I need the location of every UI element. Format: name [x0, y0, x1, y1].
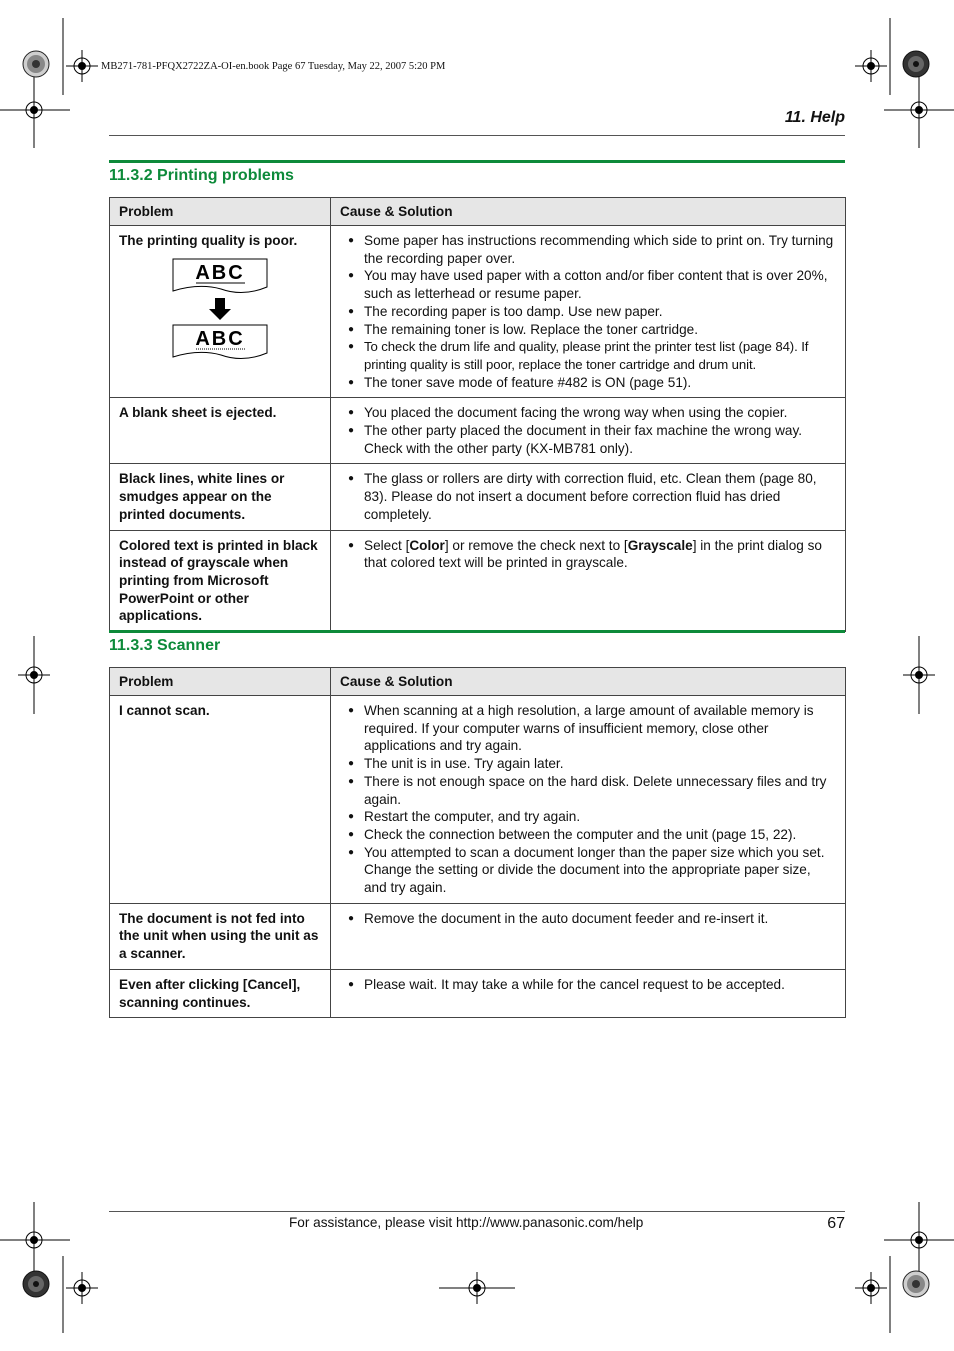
- scanner-problems-table: [109, 667, 846, 1018]
- list-item: ● Please wait. It may take a while for the cancel request to be accepted.: [341, 976, 836, 994]
- list-item: ● When scanning at a high resolution, a large amount of available memory is required. If your computer warns of insufficient memory, close other applications and try again.: [341, 702, 836, 755]
- list-item: ● The unit is in use. Try again later.: [341, 755, 836, 773]
- printing-problems-table: [109, 197, 846, 632]
- list-item: ● There is not enough space on the hard disk. Delete unnecessary files and try again.: [341, 773, 836, 808]
- list-item: ● Check the connection between the computer and the unit (page 15, 22).: [341, 826, 836, 844]
- print-quality-illustration: [171, 257, 271, 370]
- chapter-title: 11. Help: [784, 109, 845, 126]
- problem-cell: [110, 398, 331, 464]
- solution-cell: [331, 226, 846, 398]
- list-item: ● Some paper has instructions recommending which side to print on. Try turning the recording paper over.: [341, 232, 836, 267]
- cancel-button-label: [Cancel]: [242, 976, 297, 992]
- table-row: [110, 696, 846, 904]
- table-row: [110, 226, 846, 398]
- color-button-label: [Color]: [405, 537, 449, 553]
- header-rule: [109, 135, 845, 136]
- table-header-row: [110, 198, 846, 226]
- list-item: ● You may have used paper with a cotton and/or fiber content that is over 20%, such as letterhead or resume paper.: [341, 267, 836, 302]
- list-item: [341, 537, 836, 572]
- table-row: [110, 903, 846, 969]
- page-number: 67: [827, 1215, 845, 1232]
- list-item: ● The other party placed the document in their fax machine the wrong way. Check with the other party (KX-MB781 only).: [341, 422, 836, 457]
- section-rule: [109, 630, 845, 633]
- problem-text: A blank sheet is ejected.: [119, 405, 277, 421]
- list-item: ● The remaining toner is low. Replace the toner cartridge.: [341, 321, 836, 339]
- problem-text: Colored text is printed in black instead of grayscale when printing from Microsoft PowerPoint or other applications.: [119, 537, 318, 624]
- problem-cell: [110, 226, 331, 398]
- column-header-problem: Problem: [110, 198, 331, 226]
- solution-text-mid: or remove the check next to: [448, 537, 624, 553]
- problem-cell: [110, 530, 331, 632]
- abc-text-top: ABC: [195, 261, 245, 284]
- footer-assistance-text: For assistance, please visit http://www.panasonic.com/help: [289, 1215, 644, 1230]
- footer-rule: [109, 1211, 845, 1212]
- table-row: [110, 464, 846, 530]
- solution-text-pre: Select: [364, 537, 406, 553]
- section-rule: [109, 160, 845, 163]
- abc-illustration: [171, 257, 271, 365]
- list-item: ● The toner save mode of feature #482 is ON (page 51).: [341, 374, 836, 392]
- solution-text-post: in the print dialog so that colored text will be printed in grayscale.: [364, 537, 822, 571]
- list-item: ● You placed the document facing the wrong way when using the copier.: [341, 404, 836, 422]
- problem-cell: [110, 969, 331, 1017]
- table-row: [110, 969, 846, 1017]
- table-header-row: [110, 668, 846, 696]
- column-header-solution: Cause & Solution: [331, 198, 846, 226]
- abc-text-bottom: ABC: [195, 327, 245, 350]
- problem-cell: [110, 696, 331, 904]
- problem-text: The printing quality is poor.: [119, 233, 298, 248]
- solution-cell: [331, 696, 846, 904]
- solution-cell: [331, 903, 846, 969]
- section-title-printing: 11.3.2 Printing problems: [109, 167, 294, 184]
- list-item: ● To check the drum life and quality, please print the printer test list (page 84). If printing quality is still poor, replace the toner cartridge and drum unit.: [341, 338, 836, 373]
- problem-text: I cannot scan.: [119, 703, 210, 718]
- list-item: ● Restart the computer, and try again.: [341, 808, 836, 826]
- table-row: [110, 530, 846, 632]
- solution-cell: [331, 530, 846, 632]
- table-row: [110, 398, 846, 464]
- grayscale-button-label: [Grayscale]: [623, 537, 697, 553]
- problem-text: The document is not fed into the unit when using the unit as a scanner.: [119, 910, 319, 962]
- list-item: ● The glass or rollers are dirty with correction fluid, etc. Clean them (page 80, 83). Please do not insert a document before correction fluid has dried completely.: [341, 470, 836, 523]
- list-item: ● The recording paper is too damp. Use new paper.: [341, 303, 836, 321]
- book-info-line: MB271-781-PFQX2722ZA-OI-en.book Page 67 Tuesday, May 22, 2007 5:20 PM: [101, 61, 446, 72]
- column-header-solution: Cause & Solution: [331, 668, 846, 696]
- problem-text: Even after clicking [Cancel], scanning continues.: [119, 976, 301, 1010]
- section-title-scanner: 11.3.3 Scanner: [109, 637, 221, 654]
- solution-cell: [331, 969, 846, 1017]
- problem-cell: [110, 903, 331, 969]
- problem-text: Black lines, white lines or smudges appear on the printed documents.: [119, 471, 285, 522]
- list-item: ● Remove the document in the auto document feeder and re-insert it.: [341, 910, 836, 928]
- list-item: ● You attempted to scan a document longer than the paper size which you set. Change the setting or divide the document into the appropriate paper size, and try again.: [341, 844, 836, 897]
- column-header-problem: Problem: [110, 668, 331, 696]
- solution-cell: [331, 464, 846, 530]
- problem-cell: [110, 464, 331, 530]
- solution-cell: [331, 398, 846, 464]
